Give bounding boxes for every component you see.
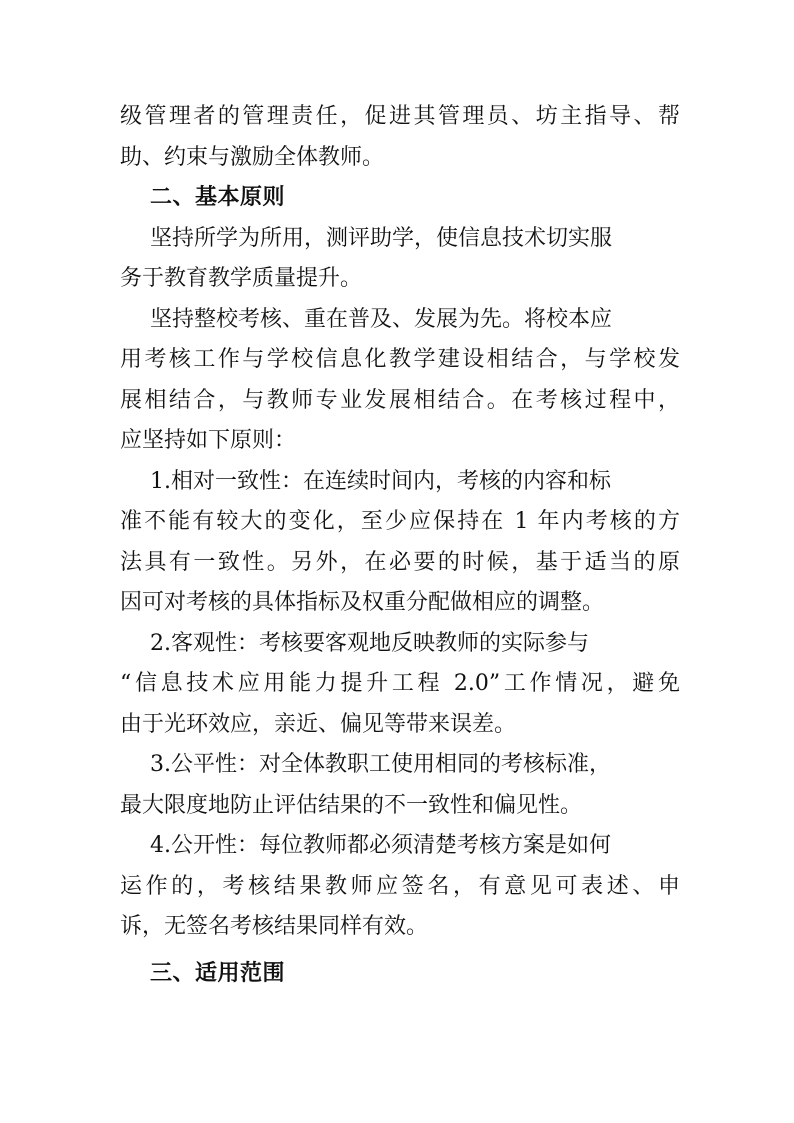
paragraph-line: 助、约束与激励全体教师。	[120, 144, 385, 170]
paragraph-line: 诉，无签名考核结果同样有效。	[120, 914, 429, 939]
paragraph-line: 法具有一致性。另外，在必要的时候，基于适当的原	[120, 549, 680, 575]
principle-item-2: 2.客观性：考核要客观地反映教师的实际参与	[150, 630, 589, 656]
paragraph-line: 务于教育教学质量提升。	[120, 266, 363, 291]
principle-item-4: 4.公开性：每位教师都必须清楚考核方案是如何	[150, 833, 611, 858]
paragraph-line: 坚持所学为所用，测评助学，使信息技术切实服	[150, 225, 613, 251]
principle-item-3: 3.公平性：对全体教职工使用相同的考核标准，	[150, 752, 611, 777]
document-body	[120, 97, 680, 994]
paragraph-line: 运作的，考核结果教师应签名，有意见可表述、申	[120, 873, 680, 899]
paragraph-line: 坚持整校考核、重在普及、发展为先。将校本应	[150, 306, 613, 332]
paragraph-line: 级管理者的管理责任，促进其管理员、坊主指导、帮	[120, 104, 680, 129]
paragraph-line: 因可对考核的具体指标及权重分配做相应的调整。	[120, 590, 605, 615]
section-heading-principles: 二、基本原则	[150, 185, 286, 210]
paragraph-line: 用考核工作与学校信息化教学建设相结合，与学校发	[120, 347, 680, 372]
paragraph-line: 由于光环效应，亲近、偏见等带来误差。	[120, 711, 517, 737]
section-heading-scope: 三、适用范围	[150, 960, 286, 986]
paragraph-line: 应坚持如下原则：	[120, 428, 297, 453]
principle-item-1: 1.相对一致性：在连续时间内，考核的内容和标	[150, 468, 611, 494]
paragraph-line: 准不能有较大的变化，至少应保持在 1 年内考核的方	[120, 509, 680, 534]
paragraph-line: “信息技术应用能力提升工程 2.0”工作情况，避免	[120, 671, 680, 696]
paragraph-line: 最大限度地防止评估结果的不一致性和偏见性。	[120, 792, 583, 818]
paragraph-line: 展相结合，与教师专业发展相结合。在考核过程中，	[120, 387, 680, 413]
